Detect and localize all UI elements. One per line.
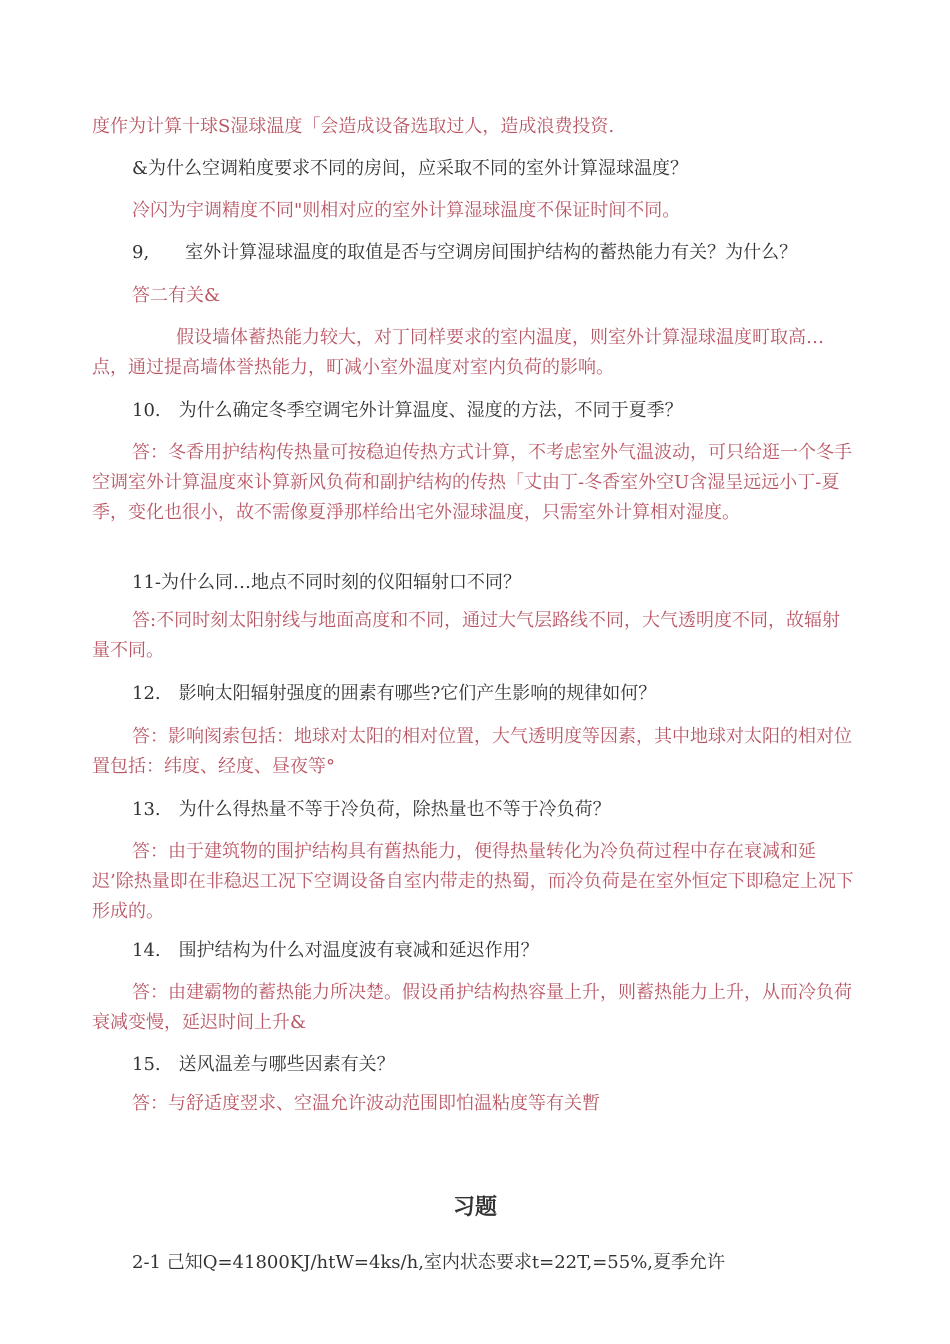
question-14: 14. 围护结构为什么对温度波有衰减和延迟作用？ — [132, 940, 539, 961]
answer-8: 冷闪为宇调精度不同"则相对应的室外计算湿球温度不保证时间不同。 — [132, 200, 681, 221]
answer-15: 答：与舒适度翌求、空温允许波动范围即怕温粘度等有关暫 — [132, 1093, 600, 1114]
answer-13: 答：由于建筑物的围护结构具有舊热能力，便得热量转化为冷负荷过程中存在衰减和延迟’除热量即在非稳迟工况下空调设备自室内带走的热蜀，而冷负荷是在室外恒定下即稳定上况下形成的。 — [92, 841, 854, 922]
answer-9-lead: 答二有关& — [132, 285, 221, 306]
question-13: 13. 为什么得热量不等于冷负荷，除热量也不等于冷负荷？ — [132, 799, 611, 820]
answer-12: 答：影响阂索包括：地球对太阳的相对位置，大气透明度等因素，其中地球对太阳的相对位置包括：纬度、经度、昼夜等° — [92, 726, 852, 777]
question-8: &为什么空调粕度要求不同的房间，应采取不同的室外计算湿球温度？ — [132, 158, 689, 179]
exercise-2-1: 2-1 己知Q=41800KJ/htW=4ks/h,室内状态要求t=22T,=55%,夏季允许 — [132, 1252, 726, 1273]
question-9: 9, 室外计算湿球温度的取值是否与空调房间围护结构的蓄热能力有关？为什么？ — [132, 242, 798, 263]
answer-continuation: 度作为计算十球S湿球温度「会造成设备选取过人，造成浪费投资. — [92, 116, 615, 137]
answer-14: 答：由建霸物的蓄热能力所决楚。假设甬护结构热容量上升，则蓄热能力上升，从而冷负荷衰减变慢，延迟时间上升& — [92, 982, 852, 1033]
question-10: 10. 为什么确定冬季空调宅外计算温度、湿度的方法，不同于夏季？ — [132, 400, 683, 421]
answer-11: 答:不同时刻太阳射线与地面高度和不同，通过大气层路线不同，大气透明度不同，故辐射量不同。 — [92, 610, 841, 661]
answer-9-body: 假设墙体蓄热能力较大，对丁同样要求的室内温度，则室外计算湿球温度町取高…点，通过提高墙体誉热能力，町减小室外温度对室内负荷的影响。 — [92, 327, 824, 378]
section-title: 习题 — [452, 1195, 497, 1220]
answer-10: 答：冬香用护结构传热量可按稳迫传热方式计算，不考虑室外气温波动，可只给逛一个冬手空调室外计算温度來讣算新风负荷和副护结构的传热「丈由丁-冬香室外空U含湿呈远远小丁-夏季，变化也很小，故不需像夏淨那样给出宅外湿球温度，只需室外计算相对湿度。 — [92, 442, 852, 523]
question-11: 11-为什么同…地点不同时刻的仪阳辐射口不同？ — [132, 572, 521, 593]
question-12: 12. 影响太阳辐射强度的囲素有哪些?它们产生影响的规律如何？ — [132, 683, 657, 704]
question-15: 15. 送风温差与哪些因素有关？ — [132, 1054, 395, 1075]
